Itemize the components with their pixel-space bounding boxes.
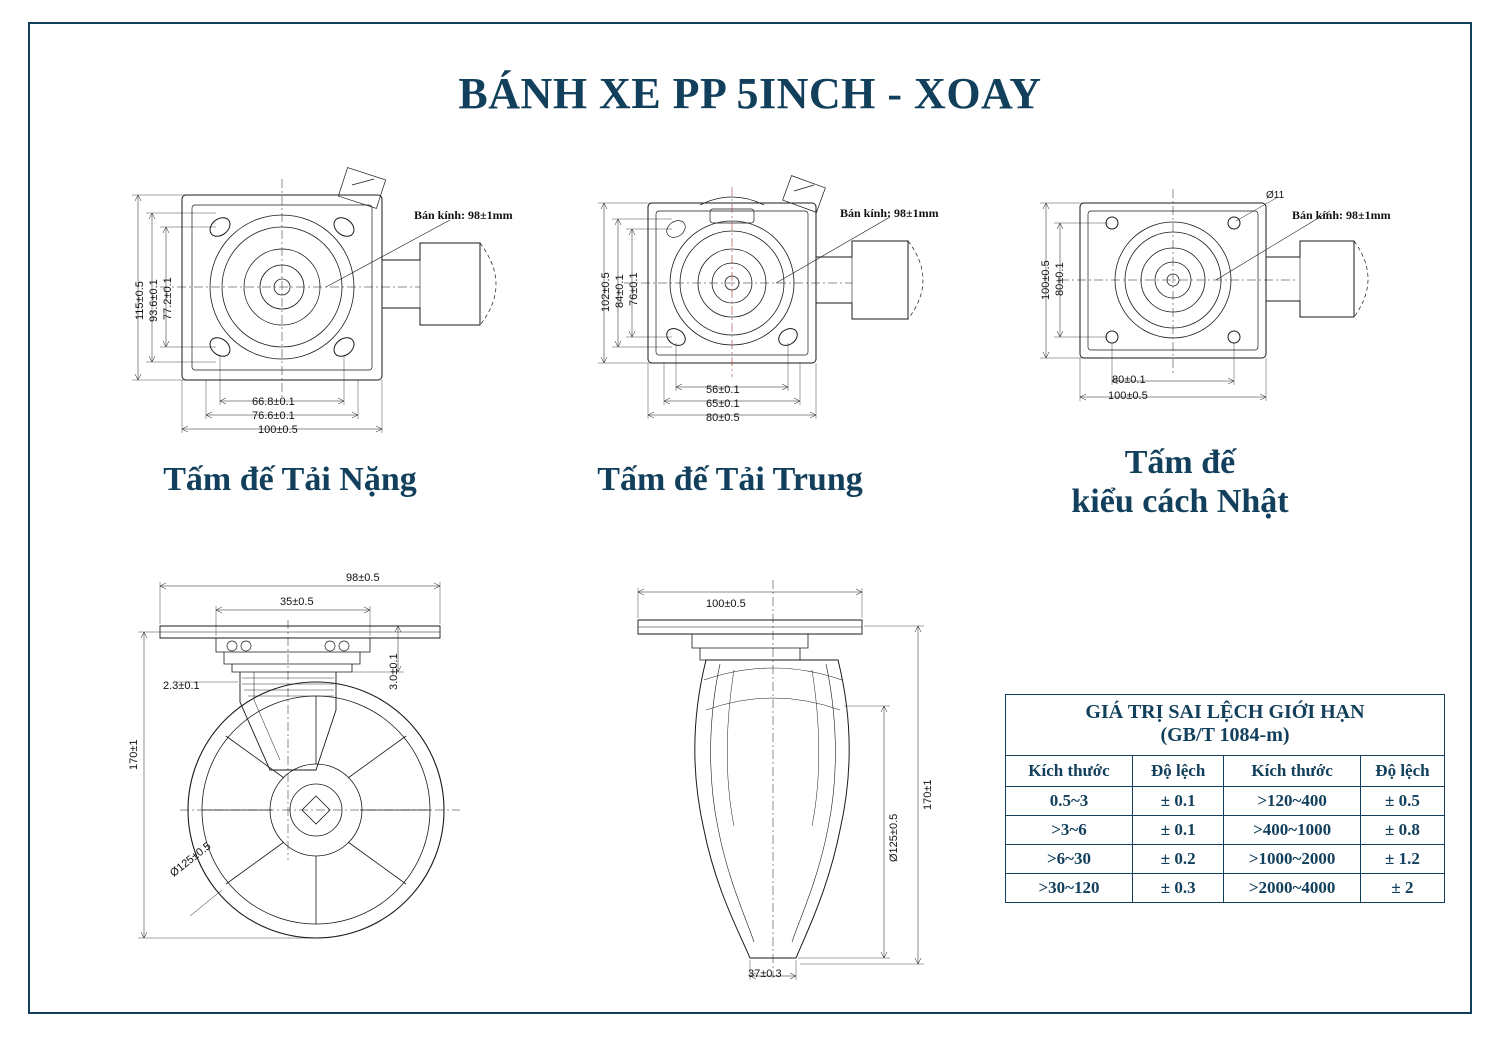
column-header-size-1: Kích thước xyxy=(1006,756,1133,787)
dim-front-100: 100±0.5 xyxy=(706,598,746,610)
table-row xyxy=(1006,787,1445,816)
tolerance-title-line2: (GB/T 1084-m) xyxy=(1160,724,1290,746)
cell-size-1: >3~6 xyxy=(1006,816,1133,845)
page-title: BÁNH XE PP 5INCH - XOAY xyxy=(458,69,1042,118)
dim-medium-h1: 56±0.1 xyxy=(706,384,740,396)
table-row xyxy=(1006,874,1445,903)
dim-jp-h1: 80±0.1 xyxy=(1112,374,1146,386)
caption-plate-japanese xyxy=(960,443,1400,521)
table-title-row xyxy=(1006,695,1445,756)
dim-front-170: 170±1 xyxy=(922,779,934,810)
caption-plate-japanese-line1: Tấm đế xyxy=(1124,444,1236,481)
tolerance-table xyxy=(1005,694,1445,903)
dim-side-98: 98±0.5 xyxy=(346,572,380,584)
column-header-size-2: Kích thước xyxy=(1224,756,1361,787)
column-header-dev-1: Độ lệch xyxy=(1132,756,1223,787)
note-radius-medium: Bán kính: 98±1mm xyxy=(840,206,939,220)
cell-dev-2: ± 0.8 xyxy=(1360,816,1444,845)
cell-dev-1: ± 0.1 xyxy=(1132,816,1223,845)
dim-heavy-v2: 93.6±0.1 xyxy=(148,279,160,322)
caption-plate-heavy: Tấm đế Tải Nặng xyxy=(163,461,417,498)
dim-medium-v1: 102±0.5 xyxy=(600,272,612,312)
dim-side-3: 3.0±0.1 xyxy=(388,653,400,690)
dim-heavy-v3: 77.2±0.1 xyxy=(162,277,174,320)
dim-heavy-h2: 76.6±0.1 xyxy=(252,410,295,422)
cell-dev-2: ± 2 xyxy=(1360,874,1444,903)
cell-dev-2: ± 1.2 xyxy=(1360,845,1444,874)
dim-medium-h2: 65±0.1 xyxy=(706,398,740,410)
cell-dev-1: ± 0.1 xyxy=(1132,787,1223,816)
dim-medium-h3: 80±0.5 xyxy=(706,412,740,424)
table-row xyxy=(1006,845,1445,874)
dim-front-dia: Ø125±0.5 xyxy=(888,813,900,862)
view-plate-heavy xyxy=(120,165,550,445)
view-side xyxy=(120,560,570,980)
dim-jp-v2: 80±0.1 xyxy=(1054,262,1066,296)
cell-size-2: >2000~4000 xyxy=(1224,874,1361,903)
caption-plate-medium: Tấm đế Tải Trung xyxy=(597,461,863,498)
dim-medium-v3: 76±0.1 xyxy=(628,272,640,306)
dim-heavy-h3: 100±0.5 xyxy=(258,424,298,436)
dim-medium-v2: 84±0.1 xyxy=(614,274,626,308)
dim-side-dia: Ø125±0.5 xyxy=(168,840,214,880)
table-header-row xyxy=(1006,756,1445,787)
cell-size-1: 0.5~3 xyxy=(1006,787,1133,816)
cell-dev-1: ± 0.3 xyxy=(1132,874,1223,903)
dim-side-170: 170±1 xyxy=(128,739,140,770)
tolerance-title-line1: GIÁ TRỊ SAI LỆCH GIỚI HẠN xyxy=(1085,701,1365,723)
cell-size-2: >120~400 xyxy=(1224,787,1361,816)
cell-dev-2: ± 0.5 xyxy=(1360,787,1444,816)
tolerance-table-title xyxy=(1006,695,1445,756)
dim-side-23: 2.3±0.1 xyxy=(163,680,200,692)
table-row xyxy=(1006,816,1445,845)
cell-size-1: >6~30 xyxy=(1006,845,1133,874)
cell-size-1: >30~120 xyxy=(1006,874,1133,903)
caption-plate-japanese-line2: kiểu cách Nhật xyxy=(1071,483,1289,521)
cell-size-2: >1000~2000 xyxy=(1224,845,1361,874)
dim-jp-v1: 100±0.5 xyxy=(1040,260,1052,300)
dim-front-37: 37±0.3 xyxy=(748,968,782,980)
note-hole-jp: Ø11 xyxy=(1266,190,1285,201)
dim-jp-h2: 100±0.5 xyxy=(1108,390,1148,402)
note-radius-jp: Bán kính: 98±1mm xyxy=(1292,208,1391,222)
cell-dev-1: ± 0.2 xyxy=(1132,845,1223,874)
column-header-dev-2: Độ lệch xyxy=(1360,756,1444,787)
cell-size-2: >400~1000 xyxy=(1224,816,1361,845)
note-radius-heavy: Bán kính: 98±1mm xyxy=(414,208,513,222)
dim-side-35: 35±0.5 xyxy=(280,596,314,608)
dim-heavy-v1: 115±0.5 xyxy=(134,281,146,320)
view-front xyxy=(600,560,980,990)
dim-heavy-h1: 66.8±0.1 xyxy=(252,396,295,408)
